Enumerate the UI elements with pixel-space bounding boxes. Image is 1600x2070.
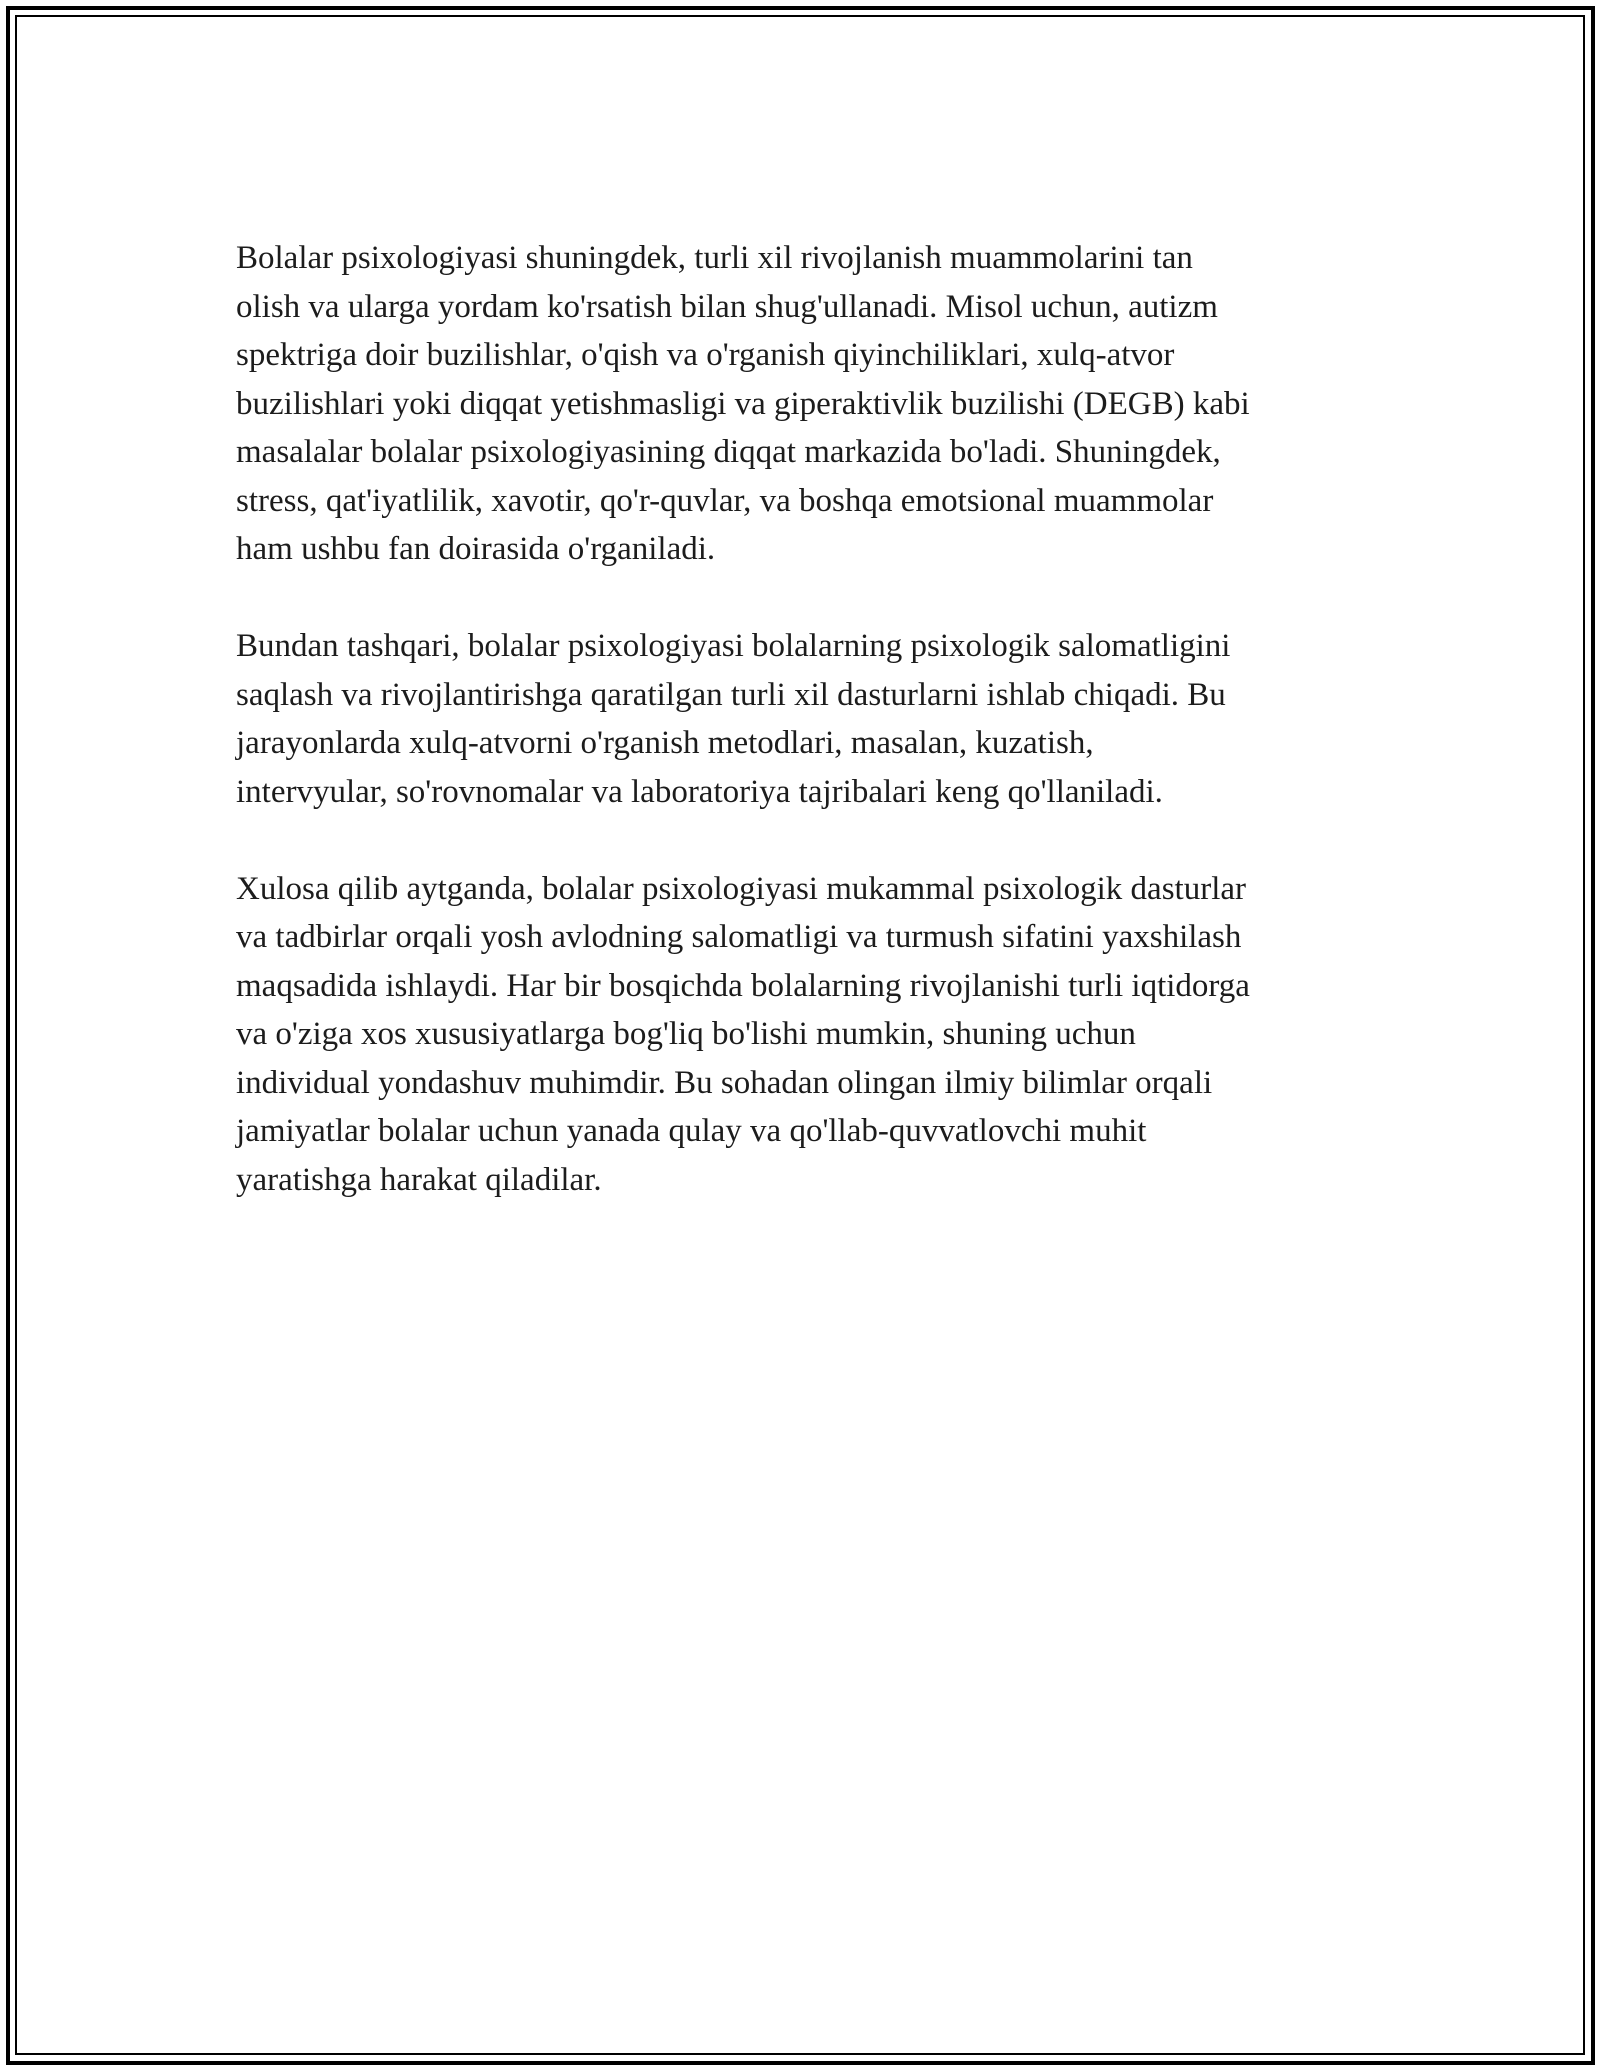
text-line: masalalar bolalar psixologiyasining diqqat markazida bo'ladi. Shuningdek,	[236, 434, 1221, 470]
text-line: stress, qat'iyatlilik, xavotir, qo'r-quvlar, va boshqa emotsional muammolar	[236, 482, 1214, 519]
text-line: intervyular, so'rovnomalar va laboratoriya tajribalari keng qo'llaniladi.	[236, 773, 1163, 810]
text-line: yaratishga harakat qiladilar.	[236, 1161, 602, 1198]
text-line: buzilishlari yoki diqqat yetishmasligi va giperaktivlik buzilishi (DEGB) kabi	[236, 385, 1250, 422]
text-line: saqlash va rivojlantirishga qaratilgan turli xil dasturlarni ishlab chiqadi. Bu	[236, 676, 1226, 713]
text-line: jarayonlarda xulq-atvorni o'rganish metodlari, masalan, kuzatish,	[236, 725, 1094, 761]
text-line: Bundan tashqari, bolalar psixologiyasi bolalarning psixologik salomatligini	[236, 628, 1231, 664]
paragraph-3	[236, 865, 1366, 1205]
text-line: maqsadida ishlaydi. Har bir bosqichda bolalarning rivojlanishi turli iqtidorga	[236, 967, 1250, 1004]
text-line: Xulosa qilib aytganda, bolalar psixologiyasi mukammal psixologik dasturlar	[236, 870, 1246, 907]
document-body	[236, 234, 1366, 1253]
text-line: va tadbirlar orqali yosh avlodning salomatligi va turmush sifatini yaxshilash	[236, 919, 1242, 955]
text-line: va o'ziga xos xususiyatlarga bog'liq bo'lishi mumkin, shuning uchun	[236, 1016, 1136, 1052]
paragraph-1	[236, 234, 1366, 574]
text-line: ham ushbu fan doirasida o'rganiladi.	[236, 531, 716, 567]
paragraph-2	[236, 622, 1366, 816]
text-line: olish va ularga yordam ko'rsatish bilan shug'ullanadi. Misol uchun, autizm	[236, 288, 1218, 325]
text-line: Bolalar psixologiyasi shuningdek, turli xil rivojlanish muammolarini tan	[236, 240, 1193, 276]
text-line: spektriga doir buzilishlar, o'qish va o'rganish qiyinchiliklari, xulq-atvor	[236, 337, 1175, 373]
text-line: jamiyatlar bolalar uchun yanada qulay va qo'llab-quvvatlovchi muhit	[236, 1113, 1147, 1149]
text-line: individual yondashuv muhimdir. Bu sohadan olingan ilmiy bilimlar orqali	[236, 1064, 1213, 1101]
